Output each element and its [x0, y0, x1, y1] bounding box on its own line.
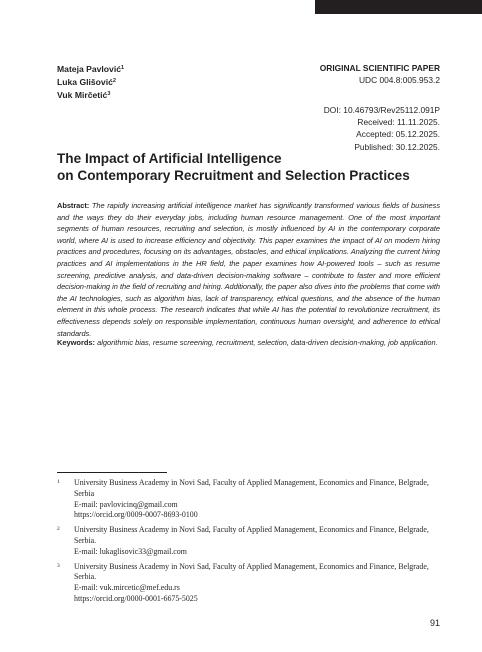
footnote-2: 2 University Business Academy in Novi Sad, Faculty of Applied Management, Economics and Finance, Belgrade, Serbia. E-mail: lukaglisovic33@gmail.com: [57, 525, 447, 557]
abstract: [57, 200, 440, 339]
footnote-affiliation: University Business Academy in Novi Sad, Faculty of Applied Management, Economics and Finance, Belgrade, Serbia: [74, 478, 429, 498]
footnote-3: 3 University Business Academy in Novi Sad, Faculty of Applied Management, Economics and Finance, Belgrade, Serbia. E-mail: vuk.mircetic@mef.edu.rs https://orcid.org/0000-0001-6675-5025: [57, 562, 447, 605]
footnote-email[interactable]: E-mail: lukaglisovic33@gmail.com: [74, 546, 187, 556]
footnote-1: 1 University Business Academy in Novi Sad, Faculty of Applied Management, Economics and Finance, Belgrade, Serbia E-mail: pavlovicinq@gmail.com https://orcid.org/0009-0007-8693-0100: [57, 478, 447, 521]
keywords-text: algorithmic bias, resume screening, recruitment, selection, data-driven decision-making, job application.: [97, 338, 438, 347]
paper-title: The Impact of Artificial Intelligence on Contemporary Recruitment and Selection Practices: [57, 151, 410, 183]
abstract-text: The rapidly increasing artificial intelligence market has significantly transformed various fields of business and the ways they do their everyday jobs, including human resource management. One of the most important segments of human resources, recruiting and selection, is mostly influenced by AI in the contemporary corporate world, where AI is used to increase efficiency and objectivity. This paper examines the impact of AI on modern hiring practices and procedures, focusing on its advantages, obstacles, and ethical implications. Analyzing the current hiring practices and AI implementations in the HR field, the paper examines how AI-powered tools – such as resume screening, predictive analysis, and data-driven decision-making software – contribute to faster and more efficient decision-making in the field of recruiting and hiring. Additionally, the paper also dives into the problems that come with the AI technologies, such as algorithm bias, lack of transparency, ethical questions, and the absence of the human element in this whole process. The research indicates that while AI has the potential to revolutionize recruitment, its effectiveness depends solely on responsible implementation, continuous human oversight, and adherence to ethical standards.: [57, 201, 440, 338]
paper-type: ORIGINAL SCIENTIFIC PAPER: [319, 63, 440, 73]
abstract-label: Abstract:: [57, 201, 90, 210]
footnote-orcid[interactable]: https://orcid.org/0009-0007-8693-0100: [74, 510, 198, 520]
author-1: Mateja Pavlović$^1$: [57, 64, 125, 74]
keywords-label: Keywords:: [57, 338, 96, 347]
footnote-affiliation: University Business Academy in Novi Sad, Faculty of Applied Management, Economics and Finance, Belgrade, Serbia.: [74, 561, 429, 582]
published-date: Published: 30.12.2025.: [354, 141, 440, 152]
author-3: Vuk Mirčetić$^3$: [57, 90, 111, 100]
accepted-date: Accepted: 05.12.2025.: [356, 129, 440, 140]
footnote-divider: [57, 472, 167, 473]
doi: DOI: 10.46793/Rev25112.091P: [323, 105, 440, 115]
udc-code: UDC 004.8:005.953.2: [358, 75, 440, 85]
footnotes: [57, 478, 447, 609]
footnote-affiliation: University Business Academy in Novi Sad, Faculty of Applied Management, Economics and Finance, Belgrade, Serbia.: [74, 525, 429, 545]
author-list: [57, 62, 124, 101]
page-number: 91: [429, 618, 440, 628]
paper-classification: [320, 62, 440, 86]
header-bar: [315, 0, 482, 14]
footnote-email[interactable]: E-mail: pavlovicinq@gmail.com: [74, 499, 178, 509]
author-2: Luka Glišović$^2$: [57, 77, 116, 87]
received-date: Received: 11.11.2025.: [357, 117, 440, 128]
publication-info: [324, 104, 440, 153]
footnote-orcid[interactable]: https://orcid.org/0000-0001-6675-5025: [74, 593, 198, 603]
footnote-email[interactable]: E-mail: vuk.mircetic@mef.edu.rs: [74, 583, 180, 593]
keywords: [57, 337, 440, 349]
